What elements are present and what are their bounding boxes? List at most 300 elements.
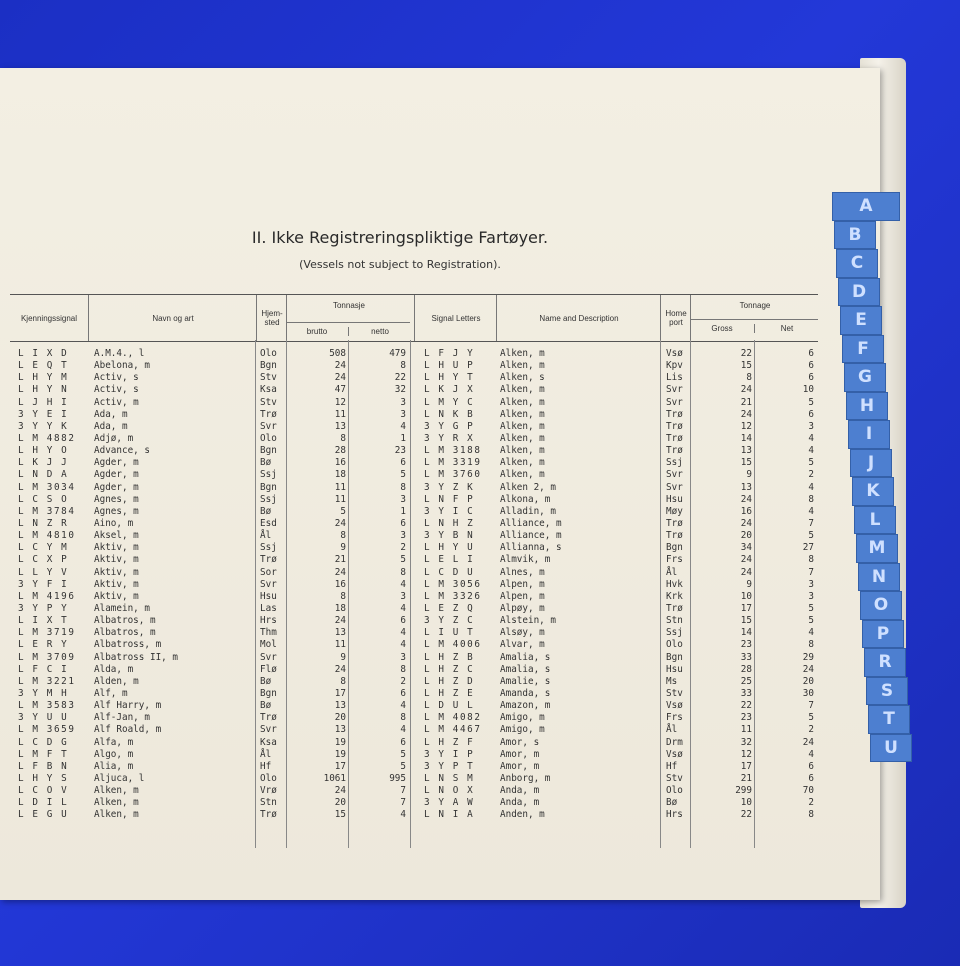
gross-tonnage: 11 — [334, 481, 346, 493]
net-tonnage: 32 — [394, 384, 406, 396]
header-brutto: brutto — [306, 327, 328, 336]
gross-tonnage: 19 — [334, 748, 346, 760]
signal-letters: L M 4082 — [424, 712, 482, 724]
vessel-name: Agnes, m — [94, 493, 139, 505]
home-port: Hsu — [666, 493, 683, 505]
net-tonnage: 2 — [808, 469, 814, 481]
gross-tonnage: 14 — [740, 627, 752, 639]
vessel-name: Albatross, m — [94, 639, 162, 651]
home-port: Ksa — [260, 736, 277, 748]
net-tonnage: 10 — [802, 384, 814, 396]
net-tonnage: 4 — [400, 809, 406, 821]
vessel-name: Adjø, m — [94, 432, 134, 444]
vessel-name: Amor, m — [500, 760, 540, 772]
gross-tonnage: 13 — [334, 724, 346, 736]
table-row — [0, 809, 880, 821]
net-tonnage: 2 — [400, 542, 406, 554]
gross-tonnage: 12 — [740, 420, 752, 432]
net-tonnage: 7 — [808, 700, 814, 712]
vessel-name: Aksel, m — [94, 530, 139, 542]
index-tab-i[interactable]: I — [848, 420, 890, 449]
header-signal-letters: Signal Letters — [414, 295, 497, 341]
vessel-name: Alf, m — [94, 687, 128, 699]
gross-tonnage: 24 — [334, 517, 346, 529]
header-home-port: Home port — [660, 295, 691, 341]
vessel-name: Algo, m — [94, 748, 134, 760]
signal-letters: 3 Y E I — [18, 408, 69, 420]
gross-tonnage: 18 — [334, 602, 346, 614]
index-tab-e[interactable]: E — [840, 306, 882, 335]
net-tonnage: 29 — [802, 651, 814, 663]
signal-letters: L M 3221 — [18, 675, 76, 687]
net-tonnage: 4 — [400, 724, 406, 736]
vessel-name: Alken, m — [500, 457, 545, 469]
home-port: Hsu — [260, 590, 277, 602]
home-port: Mol — [260, 639, 277, 651]
vessel-name: Aktiv, m — [94, 554, 139, 566]
signal-letters: L H Z D — [424, 675, 475, 687]
signal-letters: L M 3056 — [424, 578, 482, 590]
home-port: Bgn — [260, 481, 277, 493]
vessel-name: Alken 2, m — [500, 481, 556, 493]
table-row — [0, 615, 880, 627]
net-tonnage: 8 — [808, 554, 814, 566]
index-tab-h[interactable]: H — [846, 392, 888, 421]
home-port: Trø — [666, 420, 683, 432]
table-row — [0, 457, 880, 469]
net-tonnage: 3 — [400, 651, 406, 663]
home-port: Sor — [260, 566, 277, 578]
net-tonnage: 6 — [808, 772, 814, 784]
table-row — [0, 482, 880, 494]
signal-letters: L H Y O — [18, 445, 69, 457]
net-tonnage: 6 — [808, 348, 814, 359]
net-tonnage: 5 — [808, 712, 814, 724]
index-tab-k[interactable]: K — [852, 477, 894, 506]
table-row — [0, 530, 880, 542]
gross-tonnage: 28 — [334, 445, 346, 457]
vessel-name: Alf Roald, m — [94, 724, 162, 736]
net-tonnage: 4 — [400, 578, 406, 590]
home-port: Bø — [666, 797, 678, 809]
home-port: Bgn — [260, 687, 277, 699]
net-tonnage: 6 — [808, 408, 814, 420]
net-tonnage: 4 — [808, 627, 814, 639]
table-row — [0, 506, 880, 518]
home-port: Bgn — [260, 445, 277, 457]
signal-letters: L M 4006 — [424, 639, 482, 651]
table-row — [0, 433, 880, 445]
table-row — [0, 627, 880, 639]
net-tonnage: 995 — [389, 772, 406, 784]
vessel-name: Albatros, m — [94, 627, 156, 639]
table-row — [0, 737, 880, 749]
index-tab-f[interactable]: F — [842, 335, 884, 364]
net-tonnage: 1 — [400, 505, 406, 517]
home-port: Ssj — [666, 457, 683, 469]
signal-letters: L I X D — [18, 348, 69, 359]
vessel-name: Alken, m — [94, 797, 139, 809]
signal-letters: L E L I — [424, 554, 475, 566]
net-tonnage: 4 — [400, 639, 406, 651]
home-port: Olo — [260, 772, 277, 784]
home-port: Trø — [260, 408, 277, 420]
signal-letters: 3 Y P T — [424, 760, 475, 772]
gross-tonnage: 9 — [340, 651, 346, 663]
home-port: Las — [260, 602, 277, 614]
net-tonnage: 7 — [808, 566, 814, 578]
home-port: Ål — [666, 724, 678, 736]
vessel-name: Alliance, m — [500, 517, 562, 529]
signal-letters: L H Y T — [424, 372, 475, 384]
home-port: Bgn — [260, 360, 277, 372]
index-tab-l[interactable]: L — [854, 506, 896, 535]
vessel-name: Alladin, m — [500, 505, 556, 517]
table-row — [0, 494, 880, 506]
vessel-name: Alken, s — [500, 372, 545, 384]
vessel-name: Almvik, m — [500, 554, 551, 566]
net-tonnage: 23 — [394, 445, 406, 457]
gross-tonnage: 25 — [740, 675, 752, 687]
vessel-name: Allianna, s — [500, 542, 562, 554]
net-tonnage: 2 — [400, 675, 406, 687]
signal-letters: L M 4882 — [18, 432, 76, 444]
home-port: Olo — [260, 348, 277, 359]
index-tab-p[interactable]: P — [862, 620, 904, 649]
home-port: Bgn — [666, 542, 683, 554]
signal-letters: L K J X — [424, 384, 475, 396]
signal-letters: 3 Y Z C — [424, 615, 475, 627]
net-tonnage: 7 — [400, 785, 406, 797]
gross-tonnage: 11 — [740, 724, 752, 736]
gross-tonnage: 47 — [334, 384, 346, 396]
net-tonnage: 3 — [400, 408, 406, 420]
gross-tonnage: 13 — [334, 627, 346, 639]
gross-tonnage: 1061 — [323, 772, 346, 784]
net-tonnage: 6 — [808, 360, 814, 372]
signal-letters: L N S M — [424, 772, 475, 784]
header-hjemsted: Hjem- sted — [256, 295, 287, 341]
home-port: Trø — [260, 809, 277, 821]
net-tonnage: 5 — [808, 457, 814, 469]
vessel-name: Activ, s — [94, 384, 139, 396]
vessel-name: Amanda, s — [500, 687, 551, 699]
signal-letters: L F B N — [18, 760, 69, 772]
signal-letters: L C D U — [424, 566, 475, 578]
header-navn: Navn og art — [88, 295, 257, 341]
gross-tonnage: 24 — [334, 785, 346, 797]
gross-tonnage: 8 — [340, 590, 346, 602]
vessel-name: Alken, m — [500, 396, 545, 408]
header-netto: netto — [348, 327, 411, 336]
gross-tonnage: 18 — [334, 469, 346, 481]
home-port: Krk — [666, 590, 683, 602]
table-row — [0, 785, 880, 797]
signal-letters: 3 Y B N — [424, 530, 475, 542]
index-tab-r[interactable]: R — [864, 648, 906, 677]
gross-tonnage: 24 — [334, 615, 346, 627]
table-row — [0, 712, 880, 724]
home-port: Møy — [666, 505, 683, 517]
home-port: Svr — [666, 396, 683, 408]
home-port: Trø — [260, 554, 277, 566]
gross-tonnage: 9 — [746, 578, 752, 590]
home-port: Hvk — [666, 578, 683, 590]
home-port: Frs — [666, 554, 683, 566]
net-tonnage: 70 — [802, 785, 814, 797]
vessel-name: Amigo, m — [500, 724, 545, 736]
net-tonnage: 3 — [808, 590, 814, 602]
signal-letters: L C D G — [18, 736, 69, 748]
home-port: Trø — [666, 517, 683, 529]
gross-tonnage: 14 — [740, 432, 752, 444]
vessel-name: Alkona, m — [500, 493, 551, 505]
header-kjenningssignal: Kjenningssignal — [20, 313, 78, 323]
vessel-name: Amalia, s — [500, 651, 551, 663]
home-port: Stv — [260, 372, 277, 384]
signal-letters: L N F P — [424, 493, 475, 505]
vessel-name: Anden, m — [500, 809, 545, 821]
index-tab-g[interactable]: G — [844, 363, 886, 392]
table-row — [0, 664, 880, 676]
signal-letters: 3 Y M H — [18, 687, 69, 699]
net-tonnage: 6 — [808, 760, 814, 772]
signal-letters: L E G U — [18, 809, 69, 821]
net-tonnage: 3 — [400, 493, 406, 505]
signal-letters: 3 Y I C — [424, 505, 475, 517]
vessel-name: Activ, m — [94, 396, 139, 408]
index-tab-m[interactable]: M — [856, 534, 898, 563]
home-port: Olo — [260, 432, 277, 444]
net-tonnage: 8 — [808, 809, 814, 821]
signal-letters: L M 3719 — [18, 627, 76, 639]
table-row — [0, 397, 880, 409]
signal-letters: L H Z E — [424, 687, 475, 699]
net-tonnage: 6 — [400, 736, 406, 748]
gross-tonnage: 21 — [740, 396, 752, 408]
home-port: Hrs — [260, 615, 277, 627]
vessel-name: Aktiv, m — [94, 542, 139, 554]
home-port: Vrø — [260, 785, 277, 797]
gross-tonnage: 11 — [334, 639, 346, 651]
gross-tonnage: 20 — [740, 530, 752, 542]
vessel-name: Agder, m — [94, 481, 139, 493]
vessel-name: Amazon, m — [500, 700, 551, 712]
signal-letters: L I X T — [18, 615, 69, 627]
signal-letters: 3 Y Z K — [424, 481, 475, 493]
vessel-name: Alsøy, m — [500, 627, 545, 639]
table-row — [0, 700, 880, 712]
net-tonnage: 24 — [802, 736, 814, 748]
vessel-name: Alken, m — [500, 348, 545, 359]
home-port: Esd — [260, 517, 277, 529]
vessel-name: Agnes, m — [94, 505, 139, 517]
net-tonnage: 6 — [808, 372, 814, 384]
header-tonnage: Tonnage — [690, 295, 819, 341]
home-port: Vsø — [666, 348, 683, 359]
net-tonnage: 4 — [400, 700, 406, 712]
vessel-name: Alken, m — [500, 420, 545, 432]
signal-letters: L M 3659 — [18, 724, 76, 736]
vessel-name: Alken, m — [500, 384, 545, 396]
table-row — [0, 761, 880, 773]
gross-tonnage: 11 — [334, 408, 346, 420]
gross-tonnage: 17 — [334, 760, 346, 772]
table-row — [0, 445, 880, 457]
gross-tonnage: 17 — [740, 602, 752, 614]
gross-tonnage: 9 — [746, 469, 752, 481]
gross-tonnage: 21 — [740, 772, 752, 784]
signal-letters: L H Z B — [424, 651, 475, 663]
home-port: Ssj — [260, 542, 277, 554]
gross-tonnage: 24 — [740, 493, 752, 505]
signal-letters: L C S O — [18, 493, 69, 505]
vessel-name: Alstein, m — [500, 615, 556, 627]
vessel-name: Alf-Jan, m — [94, 712, 150, 724]
home-port: Vsø — [666, 700, 683, 712]
signal-letters: L E Z Q — [424, 602, 475, 614]
net-tonnage: 4 — [808, 505, 814, 517]
table-row — [0, 372, 880, 384]
vessel-name: Alpøy, m — [500, 602, 545, 614]
page-title: II. Ikke Registreringspliktige Fartøyer. — [251, 228, 549, 247]
home-port: Stn — [666, 615, 683, 627]
index-tab-t[interactable]: T — [868, 705, 910, 734]
net-tonnage: 4 — [808, 481, 814, 493]
gross-tonnage: 12 — [740, 748, 752, 760]
index-tab-u[interactable]: U — [870, 734, 912, 763]
header-tonnasje: Tonnasje — [286, 295, 411, 341]
vessel-name: Alken, m — [500, 445, 545, 457]
vessel-name: Aino, m — [94, 517, 134, 529]
index-tab-o[interactable]: O — [860, 591, 902, 620]
gross-tonnage: 24 — [334, 360, 346, 372]
home-port: Ål — [260, 748, 272, 760]
home-port: Svr — [666, 469, 683, 481]
gross-tonnage: 24 — [334, 566, 346, 578]
index-tab-j[interactable]: J — [850, 449, 892, 478]
home-port: Hf — [666, 760, 678, 772]
gross-tonnage: 22 — [740, 809, 752, 821]
net-tonnage: 3 — [400, 590, 406, 602]
signal-letters: L H Y S — [18, 772, 69, 784]
gross-tonnage: 16 — [334, 578, 346, 590]
net-tonnage: 3 — [808, 578, 814, 590]
gross-tonnage: 22 — [740, 348, 752, 359]
net-tonnage: 5 — [808, 602, 814, 614]
gross-tonnage: 19 — [334, 736, 346, 748]
header-net: Net — [754, 324, 819, 333]
home-port: Svr — [666, 481, 683, 493]
home-port: Bø — [260, 675, 272, 687]
gross-tonnage: 8 — [340, 530, 346, 542]
net-tonnage: 6 — [400, 457, 406, 469]
page-subtitle: (Vessels not subject to Registration). — [299, 258, 501, 271]
net-tonnage: 5 — [808, 615, 814, 627]
signal-letters: L F C I — [18, 663, 69, 675]
signal-letters: L H Z F — [424, 736, 475, 748]
signal-letters: 3 Y Y K — [18, 420, 69, 432]
net-tonnage: 4 — [400, 602, 406, 614]
vessel-name: Anborg, m — [500, 772, 551, 784]
net-tonnage: 3 — [400, 530, 406, 542]
index-tab-c[interactable]: C — [836, 249, 878, 278]
vessel-name: Aktiv, m — [94, 578, 139, 590]
header-name-description: Name and Description — [496, 295, 661, 341]
net-tonnage: 8 — [400, 712, 406, 724]
table-row — [0, 554, 880, 566]
index-tab-d[interactable]: D — [838, 278, 880, 307]
gross-tonnage: 21 — [334, 554, 346, 566]
table-row — [0, 469, 880, 481]
table-row — [0, 542, 880, 554]
home-port: Olo — [666, 639, 683, 651]
index-tab-b[interactable]: B — [834, 221, 876, 250]
net-tonnage: 2 — [808, 797, 814, 809]
home-port: Bø — [260, 457, 272, 469]
index-tab-a[interactable]: A — [832, 192, 900, 221]
header-subline-right — [690, 319, 818, 320]
home-port: Ål — [666, 566, 678, 578]
gross-tonnage: 28 — [740, 663, 752, 675]
gross-tonnage: 24 — [740, 566, 752, 578]
table-header — [10, 294, 818, 342]
home-port: Hrs — [666, 809, 683, 821]
net-tonnage: 6 — [400, 615, 406, 627]
signal-letters: L K J J — [18, 457, 69, 469]
table-row — [0, 639, 880, 651]
home-port: Bø — [260, 505, 272, 517]
net-tonnage: 5 — [400, 469, 406, 481]
home-port: Frs — [666, 712, 683, 724]
vessel-name: Alia, m — [94, 760, 134, 772]
gross-tonnage: 508 — [329, 348, 346, 359]
gross-tonnage: 12 — [334, 396, 346, 408]
signal-letters: L I U T — [424, 627, 475, 639]
net-tonnage: 3 — [400, 396, 406, 408]
header-subline-left — [286, 322, 410, 323]
gross-tonnage: 24 — [740, 408, 752, 420]
net-tonnage: 8 — [400, 566, 406, 578]
gross-tonnage: 16 — [334, 457, 346, 469]
net-tonnage: 4 — [808, 432, 814, 444]
signal-letters: L N H Z — [424, 517, 475, 529]
gross-tonnage: 11 — [334, 493, 346, 505]
table-row — [0, 409, 880, 421]
signal-letters: L M 4810 — [18, 530, 76, 542]
gross-tonnage: 13 — [334, 700, 346, 712]
vessel-name: Alfa, m — [94, 736, 134, 748]
home-port: Ms — [666, 675, 678, 687]
index-tab-s[interactable]: S — [866, 677, 908, 706]
vessel-name: Aktiv, m — [94, 566, 139, 578]
gross-tonnage: 22 — [740, 700, 752, 712]
vessel-name: Alpen, m — [500, 590, 545, 602]
signal-letters: L M 3583 — [18, 700, 76, 712]
signal-letters: L D I L — [18, 797, 69, 809]
home-port: Svr — [260, 724, 277, 736]
net-tonnage: 27 — [802, 542, 814, 554]
header-gross: Gross — [711, 324, 733, 333]
index-tab-n[interactable]: N — [858, 563, 900, 592]
table-row — [0, 676, 880, 688]
signal-letters: L C X P — [18, 554, 69, 566]
home-port: Stv — [666, 687, 683, 699]
net-tonnage: 22 — [394, 372, 406, 384]
net-tonnage: 20 — [802, 675, 814, 687]
home-port: Drm — [666, 736, 683, 748]
signal-letters: L D U L — [424, 700, 475, 712]
